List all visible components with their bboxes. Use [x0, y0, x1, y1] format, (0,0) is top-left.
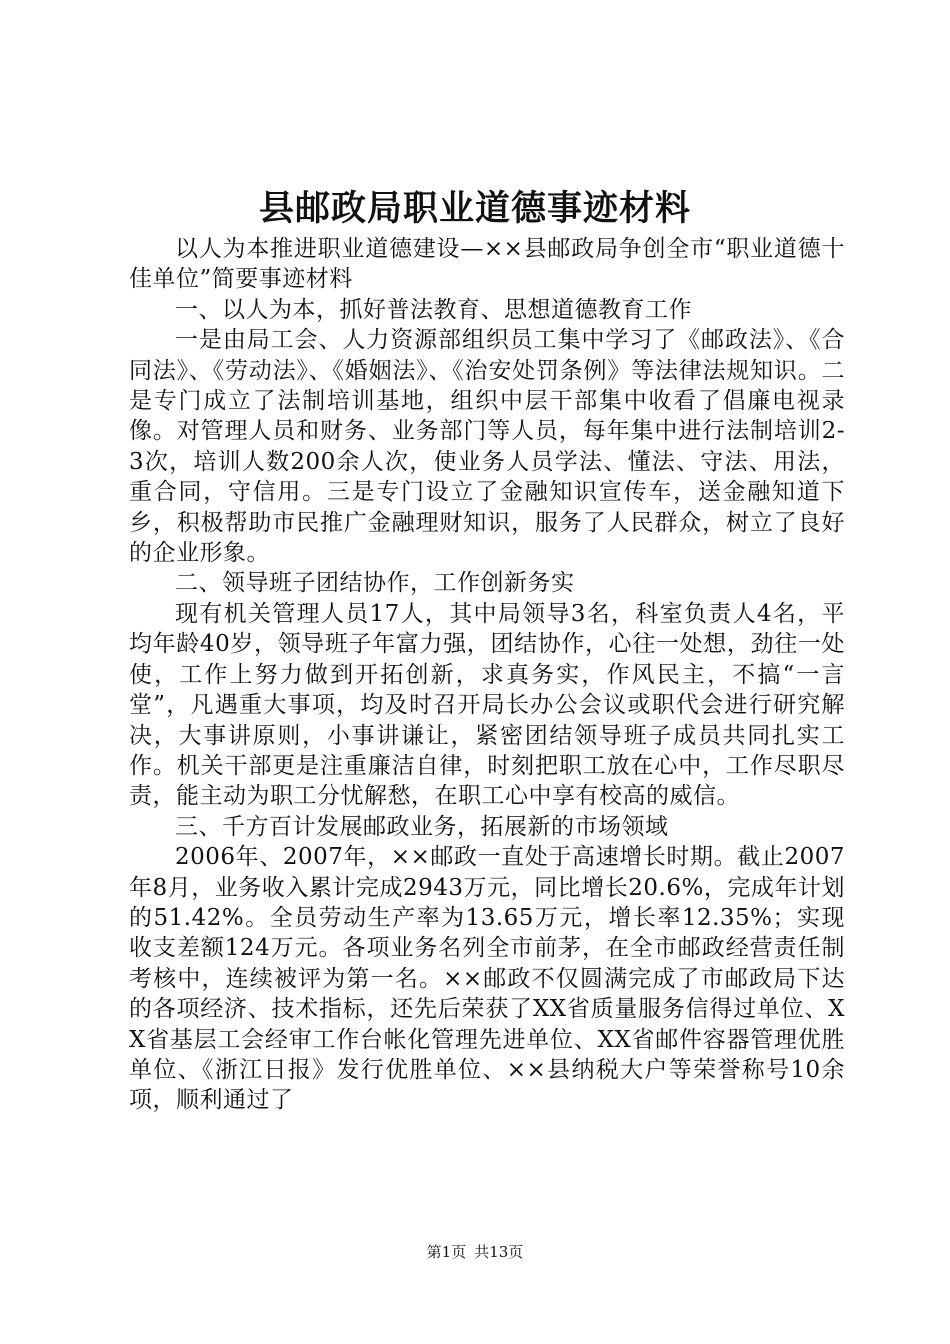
section-heading-1: 一、以人为本，抓好普法教育、思想道德教育工作: [175, 296, 692, 323]
document-body: [129, 234, 845, 1116]
paragraph-section-3: 2006年、2007年，××邮政一直处于高速增长时期。截止2007年8月，业务收入累计完成2943万元，同比增长20.6%，完成年计划的51.42%。全员劳动生产率为13.65万元，增长率12.35%；实现收支差额124万元。各项业务名列全市前茅，在全市邮政经营责任制考核中，连续被评为第一名。××邮政不仅圆满完成了市邮政局下达的各项经济、技术指标，还先后荣获了XX省质量服务信得过单位、XX省基层工会经审工作台帐化管理先进单位、XX省邮件容器管理优胜单位、《浙江日报》发行优胜单位、××县纳税大户等荣誉称号10余项，顺利通过了: [129, 844, 845, 1114]
paragraph-section-1: 一是由局工会、人力资源部组织员工集中学习了《邮政法》、《合同法》、《劳动法》、《婚姻法》、《治安处罚条例》等法律法规知识。二是专门成立了法制培训基地，组织中层干部集中收看了倡廉电视录像。对管理人员和财务、业务部门等人员，每年集中进行法制培训2-3次，培训人数200余人次，使业务人员学法、懂法、守法、用法，重合同，守信用。三是专门设立了金融知识宣传车，送金融知道下乡，积极帮助市民推广金融理财知识，服务了人民群众，树立了良好的企业形象。: [129, 327, 845, 567]
page-footer: [0, 1242, 950, 1262]
page-total: 共13页: [474, 1243, 524, 1261]
section-heading-3: 三、千方百计发展邮政业务，拓展新的市场领域: [175, 813, 669, 840]
page-number: 第1页: [426, 1243, 467, 1261]
paragraph-subtitle: 以人为本推进职业道德建设—××县邮政局争创全市“职业道德十佳单位”简要事迹材料: [129, 236, 845, 293]
section-heading-2: 二、领导班子团结协作，工作创新务实: [175, 570, 575, 597]
document-title: 县邮政局职业道德事迹材料: [258, 188, 691, 229]
paragraph-section-2: 现有机关管理人员17人，其中局领导3名，科室负责人4名，平均年龄40岁，领导班子年富力强，团结协作，心往一处想，劲往一处使，工作上努力做到开拓创新，求真务实，作风民主，不搞“一言堂”，凡遇重大事项，均及时召开局长办公会议或职代会进行研究解决，大事讲原则，小事讲谦让，紧密团结领导班子成员共同扎实工作。机关干部更是注重廉洁自律，时刻把职工放在心中，工作尽职尽责，能主动为职工分忧解愁，在职工心中享有校高的威信。: [129, 600, 845, 810]
